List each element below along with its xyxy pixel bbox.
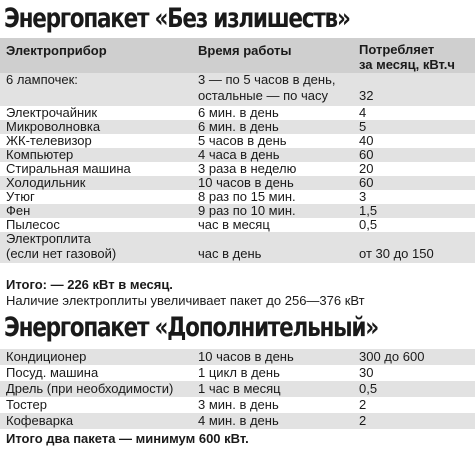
table-row bbox=[0, 365, 475, 381]
header-time: Время работы bbox=[198, 43, 292, 58]
appliance-name: Фен bbox=[6, 203, 31, 218]
monthly-consumption: 20 bbox=[359, 161, 374, 176]
operating-time: 1 цикл в день bbox=[198, 365, 280, 380]
appliance-name: Микроволновка bbox=[6, 119, 101, 134]
monthly-consumption: 1,5 bbox=[359, 203, 378, 218]
package1-title: Энергопакет «Без излишеств» bbox=[4, 3, 350, 34]
table-row bbox=[0, 232, 475, 263]
appliance-name: (если нет газовой) bbox=[6, 246, 117, 261]
operating-time: час в день bbox=[198, 246, 262, 261]
table-row bbox=[0, 397, 475, 413]
table-row bbox=[0, 218, 475, 232]
monthly-consumption: 5 bbox=[359, 119, 367, 134]
operating-time: остальные — по часу bbox=[198, 88, 328, 103]
operating-time: 3 мин. в день bbox=[198, 397, 279, 412]
monthly-consumption: 30 bbox=[359, 365, 374, 380]
appliance-name: ЖК-телевизор bbox=[6, 133, 92, 148]
operating-time: 6 мин. в день bbox=[198, 105, 279, 120]
table-row bbox=[0, 120, 475, 134]
table-row bbox=[0, 349, 475, 365]
appliance-name: Кофеварка bbox=[6, 413, 74, 428]
package2-title: Энергопакет «Дополнительный» bbox=[4, 312, 378, 343]
package1-table-header bbox=[0, 38, 475, 73]
operating-time: 10 часов в день bbox=[198, 349, 294, 364]
monthly-consumption: 4 bbox=[359, 105, 367, 120]
header-consumption-line2: за месяц, кВт.ч bbox=[359, 57, 455, 72]
appliance-name: Тостер bbox=[6, 397, 47, 412]
appliance-name: Электрочайник bbox=[6, 105, 98, 120]
operating-time: 3 раза в неделю bbox=[198, 161, 297, 176]
operating-time: 6 мин. в день bbox=[198, 119, 279, 134]
package2-total: Итого два пакета — минимум 600 кВт. bbox=[6, 431, 249, 446]
monthly-consumption: 0,5 bbox=[359, 217, 378, 232]
appliance-name: Дрель (при необходимости) bbox=[6, 381, 174, 396]
operating-time: 4 часа в день bbox=[198, 147, 280, 162]
operating-time: 3 — по 5 часов в день, bbox=[198, 72, 336, 87]
monthly-consumption: 40 bbox=[359, 133, 374, 148]
header-consumption-line1: Потребляет bbox=[359, 42, 435, 57]
operating-time: час в месяц bbox=[198, 217, 270, 232]
monthly-consumption: 2 bbox=[359, 397, 367, 412]
monthly-consumption: 300 до 600 bbox=[359, 349, 425, 364]
appliance-name: Пылесос bbox=[6, 217, 60, 232]
operating-time: 9 раз по 10 мин. bbox=[198, 203, 296, 218]
appliance-name: Компьютер bbox=[6, 147, 74, 162]
appliance-name: Электроплита bbox=[6, 231, 91, 246]
table-row bbox=[0, 106, 475, 120]
monthly-consumption: 3 bbox=[359, 189, 367, 204]
monthly-consumption: 32 bbox=[359, 88, 374, 103]
appliance-name: Стиральная машина bbox=[6, 161, 131, 176]
table-row bbox=[0, 162, 475, 176]
table-row bbox=[0, 148, 475, 162]
monthly-consumption: 60 bbox=[359, 147, 374, 162]
monthly-consumption: от 30 до 150 bbox=[359, 246, 434, 261]
table-row bbox=[0, 134, 475, 148]
package2-table bbox=[0, 349, 475, 429]
package1-note: Наличие электроплиты увеличивает пакет до 256—376 кВт bbox=[6, 293, 365, 308]
monthly-consumption: 0,5 bbox=[359, 381, 378, 396]
table-row bbox=[0, 413, 475, 429]
monthly-consumption: 2 bbox=[359, 413, 367, 428]
operating-time: 8 раз по 15 мин. bbox=[198, 189, 296, 204]
table-row bbox=[0, 176, 475, 190]
monthly-consumption: 60 bbox=[359, 175, 374, 190]
operating-time: 1 час в месяц bbox=[198, 381, 281, 396]
appliance-name: 6 лампочек: bbox=[6, 72, 78, 87]
table-row bbox=[0, 73, 475, 106]
operating-time: 5 часов в день bbox=[198, 133, 287, 148]
package1-total: Итого: — 226 кВт в месяц. bbox=[6, 277, 173, 292]
table-row bbox=[0, 381, 475, 397]
table-row bbox=[0, 190, 475, 204]
appliance-name: Кондиционер bbox=[6, 349, 87, 364]
package1-table bbox=[0, 73, 475, 263]
appliance-name: Посуд. машина bbox=[6, 365, 99, 380]
appliance-name: Холодильник bbox=[6, 175, 86, 190]
header-appliance: Электроприбор bbox=[6, 43, 107, 58]
operating-time: 4 мин. в день bbox=[198, 413, 279, 428]
table-row bbox=[0, 204, 475, 218]
operating-time: 10 часов в день bbox=[198, 175, 294, 190]
appliance-name: Утюг bbox=[6, 189, 35, 204]
